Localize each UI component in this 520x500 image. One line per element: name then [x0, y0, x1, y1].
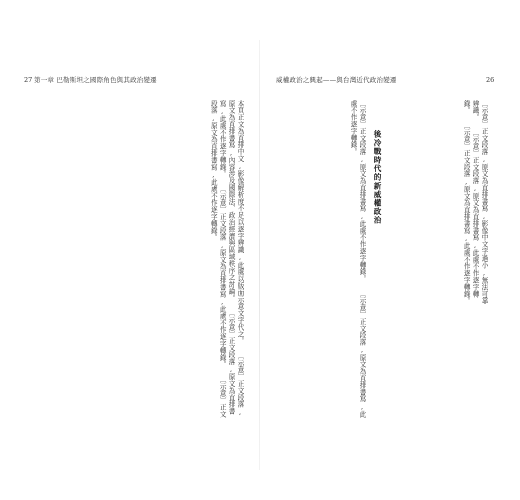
left-page-number: 27 [24, 76, 33, 84]
right-body-paragraph: 〔示意〕正文段落,原文為直排書寫,此處不作逐字轉錄。 [349, 100, 366, 418]
left-body-paragraph: 〔示意〕正文段落,原文為直排書寫,此處不作逐字轉錄。 [218, 100, 236, 415]
book-gutter [259, 40, 260, 470]
right-body-paragraph: 〔示意〕正文段落,原文為直排書寫,此處不作逐字轉錄。 [462, 100, 480, 298]
left-body-paragraph: 本頁正文為直排中文,影像解析度不足以逐字辨識,此處以版面示意文字代之。 [236, 100, 244, 345]
right-body-paragraph: 〔示意〕正文段落,原文為直排書寫,此處不作逐字轉錄。 [462, 122, 471, 305]
left-page-body [28, 100, 244, 418]
section-heading: 後冷戰時代的新威權政治 [373, 130, 382, 225]
left-running-header: 第一章 巴勒斯坦之國際角色與其政治變遷 [34, 76, 157, 84]
right-page-body-bottom [290, 100, 366, 418]
right-running-header: 威權政治之興起——與台灣近代政治變遷 [276, 76, 397, 84]
right-body-paragraph: 〔示意〕正文段落,原文為直排書寫,影像中文字過小,無法可靠辨識。 [471, 100, 488, 305]
left-body-paragraph: 〔示意〕正文段落,原文為直排書寫,此處不作逐字轉錄。 [218, 185, 227, 368]
right-page-body-top [388, 100, 488, 310]
right-body-paragraph: 〔示意〕正文段落,原文為直排書寫,此處不作逐字轉錄。 [358, 100, 366, 283]
right-page-number: 26 [486, 76, 495, 84]
left-body-paragraph: 〔示意〕正文段落,原文為直排書寫,此處不作逐字轉錄。 [209, 100, 227, 418]
left-body-paragraph: 〔示意〕正文段落,原文為直排書寫,內容涉及國際法、政治經濟與區域秩序之討論。 [227, 100, 244, 417]
